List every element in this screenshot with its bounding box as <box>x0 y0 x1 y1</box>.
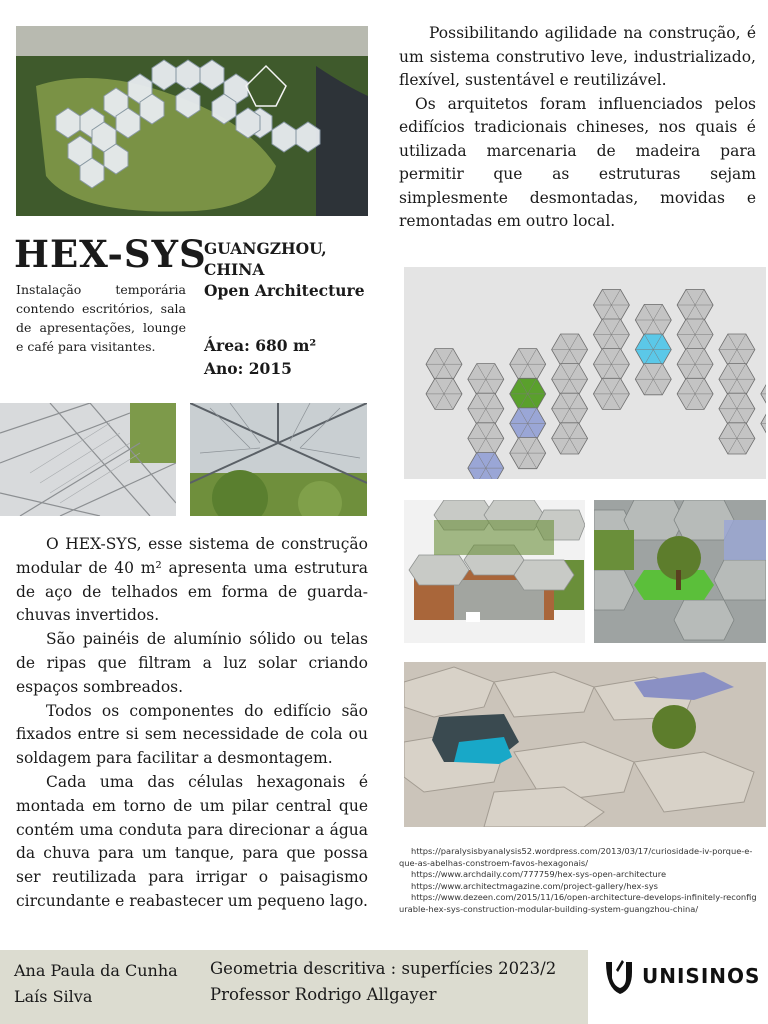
project-location <box>204 238 365 301</box>
roof-detail-photo <box>0 403 176 516</box>
authors <box>14 958 178 1010</box>
reference-link[interactable]: https://paralysisbyanalysis52.wordpress.com/2013/03/17/curiosidade-iv-porque-e-que-as-abelhas-constroem-favos-hexagonais/ <box>399 846 753 868</box>
project-facts <box>204 334 316 380</box>
location-country: CHINA <box>204 260 265 279</box>
body-text-left <box>16 533 368 914</box>
paragraph: Todos os componentes do edifício são fixados entre si sem necessidade de cola ou soldagem para facilitar a desmontagem. <box>16 701 368 768</box>
paragraph: Possibilitando agilidade na construção, é um sistema construtivo leve, industrializado, flexível, sustentável e reutilizável. <box>399 24 756 89</box>
author-name: Ana Paula da Cunha <box>14 961 178 980</box>
hex-cell <box>468 453 504 480</box>
project-description: Instalação temporária contendo escritórios, sala de apresentações, lounge e café para visitantes. <box>16 282 186 354</box>
author-name: Laís Silva <box>14 987 93 1006</box>
location-city: GUANGZHOU, <box>204 239 327 258</box>
render-roof-perspective <box>404 662 766 827</box>
reference-link[interactable]: https://www.archdaily.com/777759/hex-sys-open-architecture <box>411 869 667 879</box>
aerial-photo <box>16 26 368 216</box>
architect-name: Open Architecture <box>204 281 365 300</box>
references <box>399 846 757 915</box>
project-title: HEX-SYS <box>14 232 207 276</box>
course-info <box>210 956 556 1008</box>
reference-link[interactable]: https://www.dezeen.com/2015/11/16/open-architecture-develops-infinitely-reconfigurable-hex-sys-construction-modular-building-system-guangzhou-china/ <box>399 892 757 914</box>
hex-grid-plan <box>404 267 766 479</box>
paragraph: Os arquitetos foram influenciados pelos edifícios tradicionais chineses, nos quais é utilizada marcenaria de madeira para permitir que as estruturas sejam simplesmente desmontadas, movidas e remontadas em outro local. <box>399 94 756 230</box>
logo-text: UNISINOS <box>642 964 761 988</box>
unisinos-logo <box>602 958 762 998</box>
hex-plan-diagram <box>404 267 766 479</box>
course-title: Geometria descritiva : superfícies 2023/2 <box>210 959 557 978</box>
paragraph: O HEX-SYS, esse sistema de construção modular de 40 m² apresenta uma estrutura de aço de telhados em forma de guarda-chuvas invertidos. <box>16 535 368 625</box>
body-text-right <box>399 22 756 234</box>
canopy-underside-photo <box>190 403 367 516</box>
project-area: Área: 680 m² <box>204 336 317 355</box>
project-year: Ano: 2015 <box>204 359 292 378</box>
paragraph: São painéis de alumínio sólido ou telas de ripas que filtram a luz solar criando espaços sombreados. <box>16 630 368 696</box>
professor-name: Professor Rodrigo Allgayer <box>210 985 437 1004</box>
paragraph: Cada uma das células hexagonais é montada em torno de um pilar central que contém uma conduta para direcionar a água da chuva para um tanque, para que possa ser reutilizada para irrigar o paisagismo circundante e reabastecer um pequeno lago. <box>16 772 368 910</box>
reference-link[interactable]: https://www.architectmagazine.com/project-gallery/hex-sys <box>411 880 658 891</box>
unisinos-mark-icon <box>602 958 638 998</box>
render-exterior-right <box>594 500 766 643</box>
render-exterior-left <box>404 500 585 643</box>
